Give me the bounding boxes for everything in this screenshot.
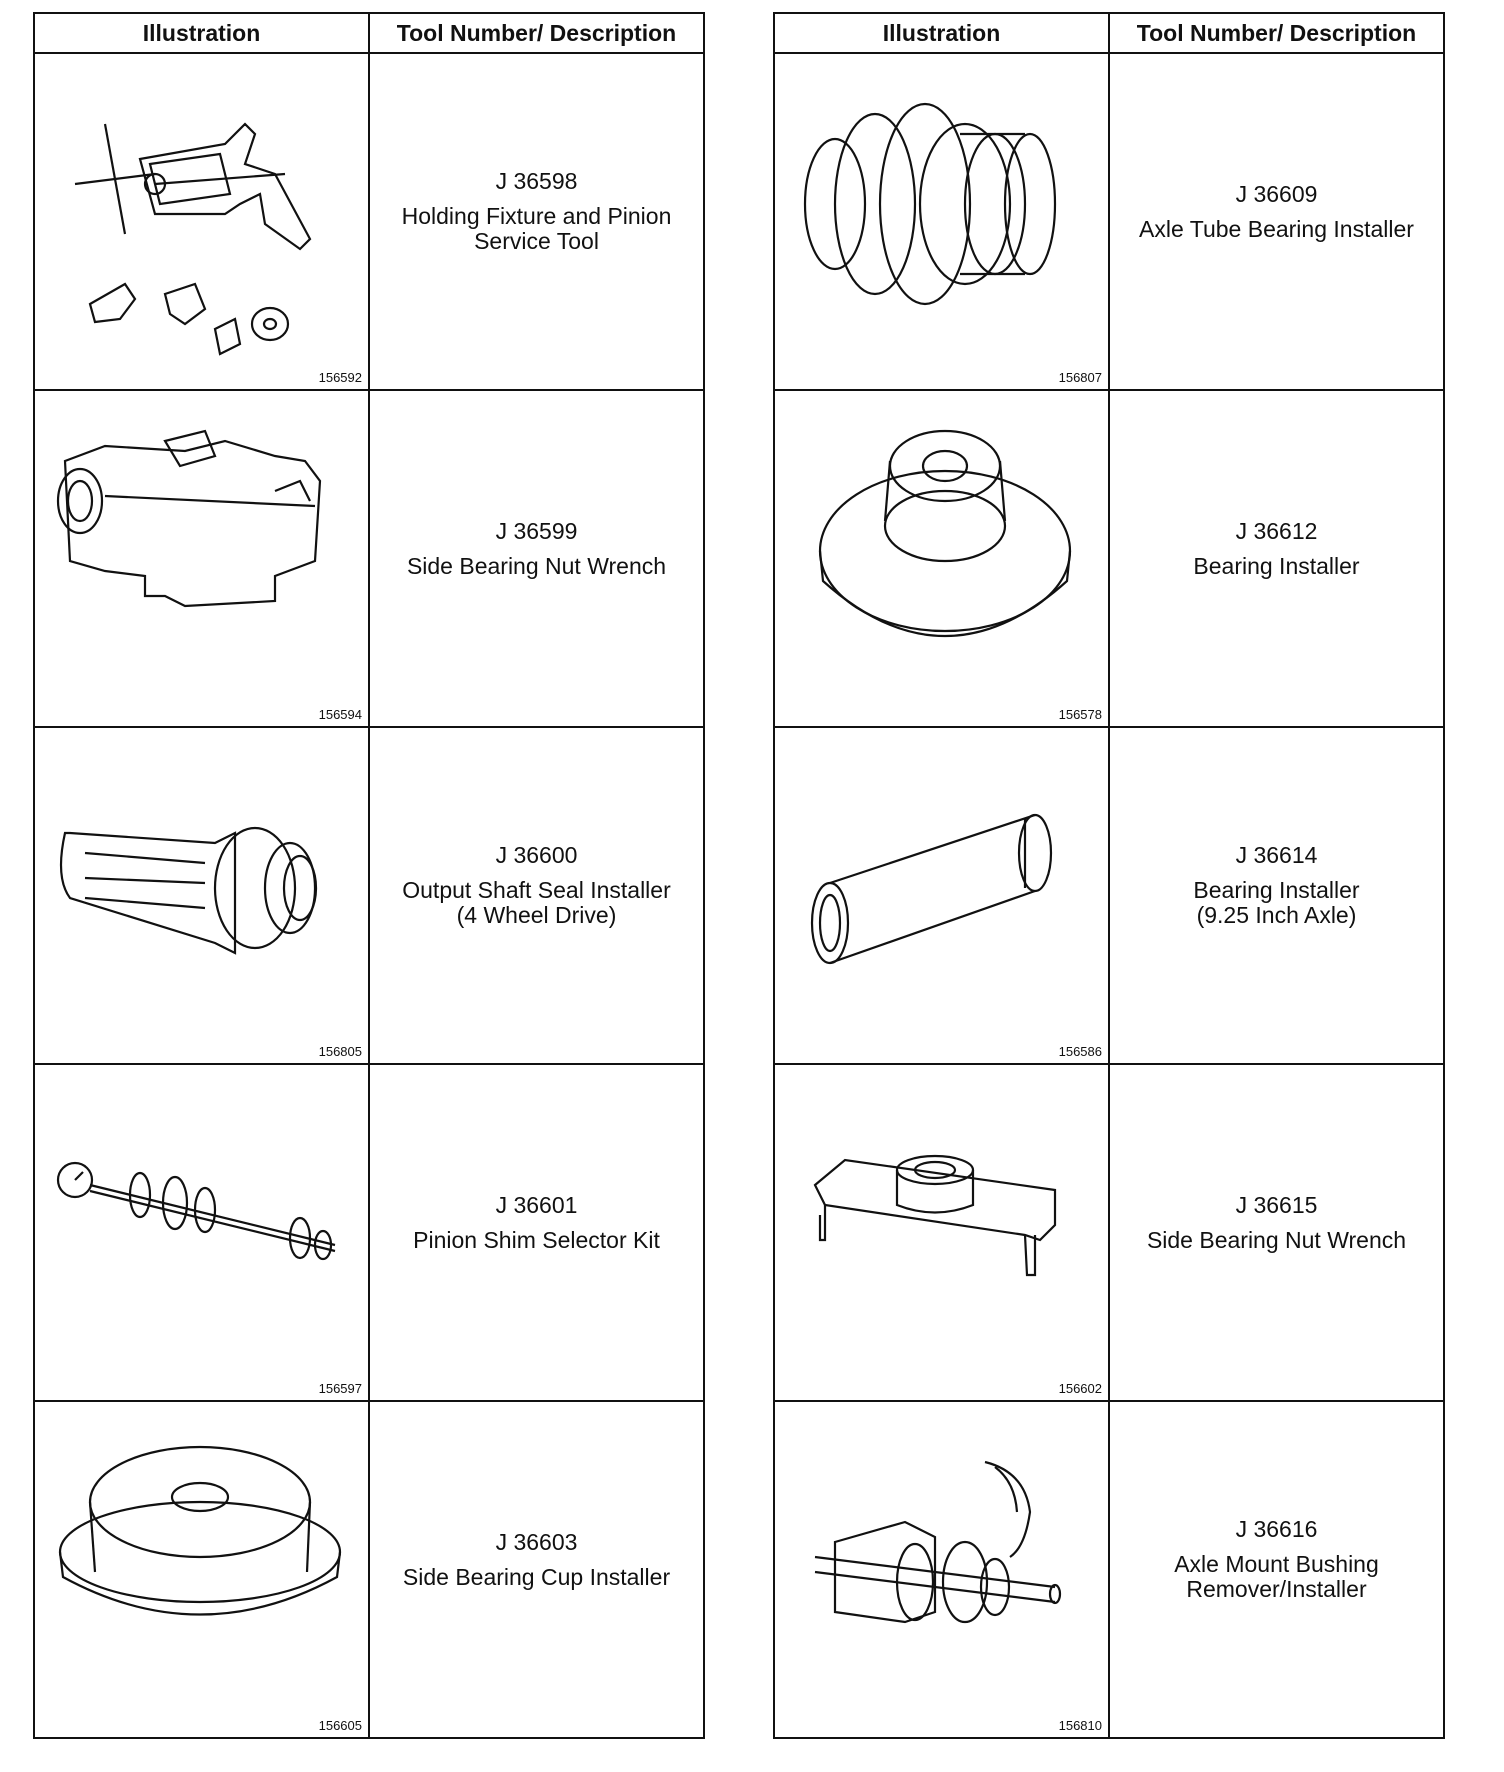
figure-number: 156597 [318,1381,362,1396]
bar-wrench-icon [785,1075,1100,1375]
tool-number: J 36601 [495,1191,578,1218]
tool-number: J 36612 [1235,517,1318,544]
figure-number: 156807 [1058,370,1102,385]
tool-number: J 36616 [1235,1516,1318,1542]
tool-number: J 36598 [495,168,578,194]
figure-number: 156586 [1058,1044,1102,1059]
tool-description-cell [1110,728,1443,1063]
figure-number: 156592 [318,370,362,385]
table-row [775,1065,1443,1402]
tool-table-right [773,12,1445,1739]
table-row [35,391,703,728]
tool-number: J 36609 [1235,180,1318,207]
tool-description: Axle Tube Bearing Installer [1139,215,1414,242]
figure-number: 156605 [318,1718,362,1733]
tool-description: Axle Mount Bushing Remover/Installer [1174,1551,1379,1602]
tube-bearing-installer-icon [785,64,1100,364]
tool-number: J 36603 [495,1528,578,1555]
tool-table-left [33,12,705,1739]
header-illustration: Illustration [775,14,1110,52]
table-row [775,54,1443,391]
holding-fixture-icon [45,64,360,364]
tool-description: Pinion Shim Selector Kit [413,1226,660,1253]
tool-description-cell [370,391,703,726]
tube-installer-icon [785,738,1100,1038]
table-row [775,1402,1443,1737]
bushing-tool-icon [785,1412,1100,1712]
tool-description-cell [1110,1402,1443,1737]
illustration-cell [35,391,370,726]
bearing-installer-icon [785,401,1100,701]
figure-number: 156810 [1058,1718,1102,1733]
tool-description-cell [370,1065,703,1400]
table-header [35,14,703,54]
tool-description-cell [370,728,703,1063]
tool-description: Bearing Installer (9.25 Inch Axle) [1193,877,1360,928]
tool-description: Output Shaft Seal Installer (4 Wheel Drive) [402,877,671,928]
illustration-cell [35,1402,370,1737]
tool-description-cell [1110,391,1443,726]
header-illustration: Illustration [35,14,370,52]
tool-number: J 36614 [1235,842,1318,868]
tool-description-cell [370,1402,703,1737]
table-row [35,1402,703,1737]
illustration-cell [35,728,370,1063]
tool-description: Side Bearing Nut Wrench [1146,1226,1407,1253]
illustration-cell [775,54,1110,389]
illustration-cell [775,1065,1110,1400]
table-row [775,391,1443,728]
shim-selector-icon [45,1075,360,1375]
table-row [775,728,1443,1065]
header-tool-description: Tool Number/ Description [396,19,677,46]
tool-description: Side Bearing Nut Wrench [406,552,667,579]
tool-number: J 36600 [495,842,578,868]
illustration-cell [35,54,370,389]
illustration-cell [35,1065,370,1400]
illustration-cell [775,728,1110,1063]
table-row [35,728,703,1065]
tool-description: Bearing Installer [1193,552,1360,579]
nut-wrench-icon [45,401,360,701]
tool-number: J 36615 [1235,1191,1318,1218]
illustration-cell [775,391,1110,726]
tool-description-cell [1110,54,1443,389]
cup-installer-icon [45,1412,360,1712]
tool-description: Side Bearing Cup Installer [402,1563,671,1590]
tool-description: Holding Fixture and Pinion Service Tool [401,203,672,254]
header-tool-description: Tool Number/ Description [1136,19,1417,46]
table-row [35,54,703,391]
table-row [35,1065,703,1402]
figure-number: 156602 [1058,1381,1102,1396]
tool-description-cell [1110,1065,1443,1400]
illustration-cell [775,1402,1110,1737]
tool-number: J 36599 [495,517,578,544]
figure-number: 156578 [1058,707,1102,722]
table-header [775,14,1443,54]
figure-number: 156805 [318,1044,362,1059]
seal-installer-icon [45,738,360,1038]
tool-description-cell [370,54,703,389]
figure-number: 156594 [318,707,362,722]
